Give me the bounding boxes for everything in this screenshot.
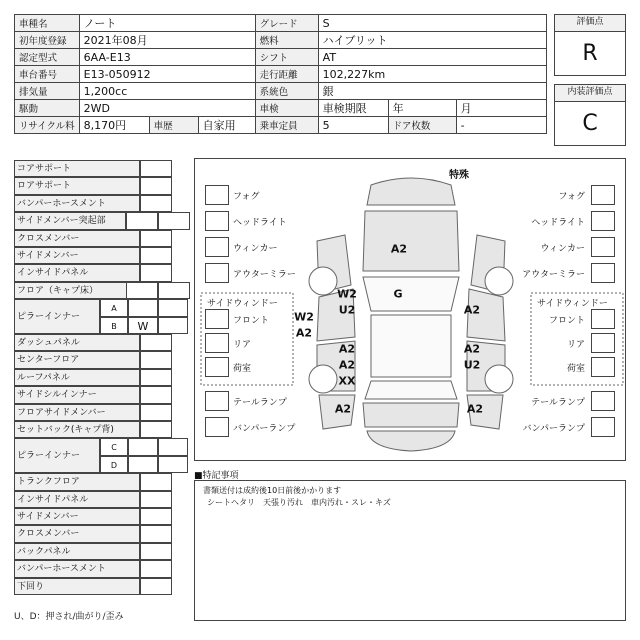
grade-box xyxy=(554,14,626,76)
frame-part-cell xyxy=(140,421,172,438)
frame-part-label: ルーフパネル xyxy=(14,369,140,386)
frame-part-cell xyxy=(140,508,172,525)
special-title: 特殊 xyxy=(449,170,469,181)
damage-left-fender-lower: A2 xyxy=(295,326,313,340)
info-label: シフト xyxy=(255,49,318,66)
damage-left-rear-2: A2 xyxy=(338,358,356,372)
roof-shape xyxy=(371,315,451,377)
grade-value: R xyxy=(582,41,598,66)
right-headlight-label: ヘッドライト xyxy=(531,218,585,228)
info-value: 5 xyxy=(318,117,388,134)
pillar-sub-label: B xyxy=(100,317,128,334)
frame-part-cell xyxy=(128,438,158,455)
right-tail-label: テールランプ xyxy=(531,398,585,408)
info-value: 車検期限 xyxy=(318,100,388,117)
left-window-luggage-label: 荷室 xyxy=(233,364,252,374)
info-label: 走行距離 xyxy=(255,66,318,83)
damage-left-fender-upper: W2 xyxy=(294,310,314,324)
frame-part-label: バックパネル xyxy=(14,543,140,560)
frame-part-cell xyxy=(128,299,158,316)
info-value: S xyxy=(318,15,546,32)
info-row xyxy=(15,49,547,66)
frame-part-cell: W xyxy=(128,317,158,334)
damage-right-rear-lower: U2 xyxy=(463,358,481,372)
frame-part-cell xyxy=(158,299,188,316)
info-value: 月 xyxy=(456,100,546,117)
notes-title: ■特記事項 xyxy=(194,471,239,481)
left-bumperlamp-label: バンパーランプ xyxy=(233,424,296,434)
damage-right-front-door: A2 xyxy=(463,303,481,317)
right-winker-label: ウィンカー xyxy=(540,244,585,254)
frame-part-cell xyxy=(126,282,158,299)
damage-right-rear-door: A2 xyxy=(463,342,481,356)
frame-part-label: 下回り xyxy=(14,578,140,595)
frame-part-cell xyxy=(140,386,172,403)
right-front-wheel-shape xyxy=(485,267,513,295)
vehicle-info-table xyxy=(14,14,547,134)
info-value: 102,227km xyxy=(318,66,546,83)
frame-part-label: トランクフロア xyxy=(14,473,140,490)
frame-part-cell xyxy=(140,177,172,194)
grade-label: 評価点 xyxy=(555,15,625,32)
info-label: 乗車定員 xyxy=(255,117,318,134)
damage-windshield: G xyxy=(393,287,403,301)
pillar-sub-label: A xyxy=(100,299,128,316)
info-value: 8,170円 xyxy=(79,117,149,134)
left-window-front-checkbox xyxy=(205,309,229,329)
info-value: 年 xyxy=(388,100,456,117)
frame-part-cell xyxy=(158,456,188,473)
left-window-rear-checkbox xyxy=(205,333,229,353)
hood-shape xyxy=(363,211,459,271)
info-label: 認定型式 xyxy=(15,49,80,66)
info-value: 6AA-E13 xyxy=(79,49,255,66)
frame-part-cell xyxy=(158,317,188,334)
interior-grade-value: C xyxy=(582,111,598,136)
rear-bumper-shape xyxy=(367,431,455,451)
right-mirror-checkbox xyxy=(591,263,615,283)
rear-window-shape xyxy=(365,381,457,399)
info-value: 自家用 xyxy=(198,117,255,134)
frame-part-label: クロスメンバー xyxy=(14,230,140,247)
right-window-rear-label: リア xyxy=(566,340,585,350)
left-fog-label: フォグ xyxy=(233,192,260,202)
left-window-front-label: フロント xyxy=(233,316,270,326)
frame-part-label: サイドメンバー xyxy=(14,247,140,264)
info-label: 駆動 xyxy=(15,100,80,117)
info-value: AT xyxy=(318,49,546,66)
info-label: 排気量 xyxy=(15,83,80,100)
frame-part-cell xyxy=(158,282,190,299)
left-tail-label: テールランプ xyxy=(233,398,287,408)
right-window-front-checkbox xyxy=(591,309,615,329)
frame-part-cell xyxy=(140,473,172,490)
info-row xyxy=(15,66,547,83)
interior-grade-label: 内装評価点 xyxy=(555,85,625,102)
damage-left-quarter: A2 xyxy=(334,402,352,416)
info-label: 系統色 xyxy=(255,83,318,100)
left-headlight-label: ヘッドライト xyxy=(233,218,287,228)
pillar-sub-label: D xyxy=(100,456,128,473)
info-row xyxy=(15,83,547,100)
left-fog-checkbox xyxy=(205,185,229,205)
left-rear-wheel-shape xyxy=(309,365,337,393)
left-mirror-checkbox xyxy=(205,263,229,283)
info-label: グレード xyxy=(255,15,318,32)
right-winker-checkbox xyxy=(591,237,615,257)
damage-left-door-lower: U2 xyxy=(338,303,356,317)
left-side-window-title: サイドウィンドー xyxy=(207,299,278,309)
left-mirror-label: アウターミラー xyxy=(233,270,296,280)
car-outline xyxy=(195,159,627,462)
info-row xyxy=(15,117,547,134)
right-bumperlamp-checkbox xyxy=(591,417,615,437)
left-bumperlamp-checkbox xyxy=(205,417,229,437)
frame-part-cell xyxy=(140,525,172,542)
front-bumper-shape xyxy=(367,178,455,205)
info-value: 2WD xyxy=(79,100,255,117)
info-value: ハイブリット xyxy=(318,32,546,49)
left-window-luggage-checkbox xyxy=(205,357,229,377)
frame-part-label: インサイドパネル xyxy=(14,264,140,281)
info-row xyxy=(15,100,547,117)
info-label: 車台番号 xyxy=(15,66,80,83)
right-bumperlamp-label: バンパーランプ xyxy=(522,424,585,434)
frame-part-label: コアサポート xyxy=(14,160,140,177)
right-fog-label: フォグ xyxy=(558,192,585,202)
damage-hood: A2 xyxy=(390,242,408,256)
pillar-sub-label: C xyxy=(100,438,128,455)
notes-line-2: シートヘタリ 天張り汚れ 車内汚れ・スレ・キズ xyxy=(207,498,391,507)
windshield-shape xyxy=(363,277,459,311)
info-row xyxy=(15,15,547,32)
frame-part-label: ピラーインナー xyxy=(14,299,100,334)
left-headlight-checkbox xyxy=(205,211,229,231)
info-label: リサイクル料 xyxy=(15,117,80,134)
left-window-rear-label: リア xyxy=(233,340,252,350)
info-label: 燃料 xyxy=(255,32,318,49)
frame-part-label: サイドシルインナー xyxy=(14,386,140,403)
frame-part-cell xyxy=(140,334,172,351)
notes-line-1: 書類送付は成約後10日前後かかります xyxy=(203,486,342,495)
info-value: 2021年08月 xyxy=(79,32,255,49)
frame-part-label: フロア（キャプ床） xyxy=(14,282,140,299)
frame-part-cell xyxy=(140,578,172,595)
info-label: ドア枚数 xyxy=(388,117,456,134)
frame-part-label: ロアサポート xyxy=(14,177,140,194)
frame-part-cell xyxy=(140,160,172,177)
info-label: 車種名 xyxy=(15,15,80,32)
frame-part-cell xyxy=(140,369,172,386)
frame-part-cell xyxy=(140,351,172,368)
notes-box xyxy=(194,480,626,621)
interior-grade-box xyxy=(554,84,626,146)
info-label: 初年度登録 xyxy=(15,32,80,49)
frame-part-cell xyxy=(140,195,172,212)
right-side-window-title: サイドウィンドー xyxy=(537,299,608,309)
damage-left-door-upper: W2 xyxy=(337,287,357,301)
info-value: 銀 xyxy=(318,83,546,100)
right-window-front-label: フロント xyxy=(548,316,585,326)
frame-part-cell xyxy=(140,560,172,577)
frame-part-label: ダッシュパネル xyxy=(14,334,140,351)
frame-part-cell xyxy=(140,247,172,264)
frame-part-label: ピラーインナー xyxy=(14,438,100,473)
frame-part-label: サイドメンバー xyxy=(14,508,140,525)
trunk-shape xyxy=(363,403,459,427)
damage-left-rear-1: A2 xyxy=(338,342,356,356)
left-winker-label: ウィンカー xyxy=(233,244,278,254)
info-label: 車歴 xyxy=(149,117,198,134)
left-tail-checkbox xyxy=(205,391,229,411)
info-value: - xyxy=(456,117,546,134)
left-front-wheel-shape xyxy=(309,267,337,295)
frame-part-label: バンパーホースメント xyxy=(14,560,140,577)
frame-part-cell xyxy=(140,404,172,421)
frame-part-label: クロスメンバー xyxy=(14,525,140,542)
frame-part-cell xyxy=(140,543,172,560)
damage-right-quarter: A2 xyxy=(466,402,484,416)
footer-legend: U、D：押され/曲がり/歪み xyxy=(14,612,124,622)
damage-left-rear-3: XX xyxy=(338,374,356,388)
frame-part-cell xyxy=(140,264,172,281)
frame-part-label: センターフロア xyxy=(14,351,140,368)
info-value: E13-050912 xyxy=(79,66,255,83)
frame-part-label: サイドメンバー突起部 xyxy=(14,212,126,229)
right-window-rear-checkbox xyxy=(591,333,615,353)
frame-part-label: バンパーホースメント xyxy=(14,195,140,212)
right-headlight-checkbox xyxy=(591,211,615,231)
frame-part-label: フロアサイドメンバー xyxy=(14,404,140,421)
right-mirror-label: アウターミラー xyxy=(522,270,585,280)
right-rear-wheel-shape xyxy=(485,365,513,393)
info-row xyxy=(15,32,547,49)
frame-part-label: インサイドパネル xyxy=(14,491,140,508)
right-window-luggage-checkbox xyxy=(591,357,615,377)
frame-part-label: セットバック(キャプ背) xyxy=(14,421,140,438)
frame-part-cell xyxy=(128,456,158,473)
left-winker-checkbox xyxy=(205,237,229,257)
notes-section xyxy=(194,468,626,621)
right-fog-checkbox xyxy=(591,185,615,205)
frame-part-cell xyxy=(158,212,190,229)
right-window-luggage-label: 荷室 xyxy=(566,364,585,374)
info-value: 1,200cc xyxy=(79,83,255,100)
frame-part-cell xyxy=(140,230,172,247)
info-label: 車検 xyxy=(255,100,318,117)
frame-part-cell xyxy=(126,212,158,229)
right-tail-checkbox xyxy=(591,391,615,411)
frame-part-cell xyxy=(140,491,172,508)
info-value: ノート xyxy=(79,15,255,32)
car-diagram xyxy=(194,158,626,461)
frame-part-cell xyxy=(158,438,188,455)
